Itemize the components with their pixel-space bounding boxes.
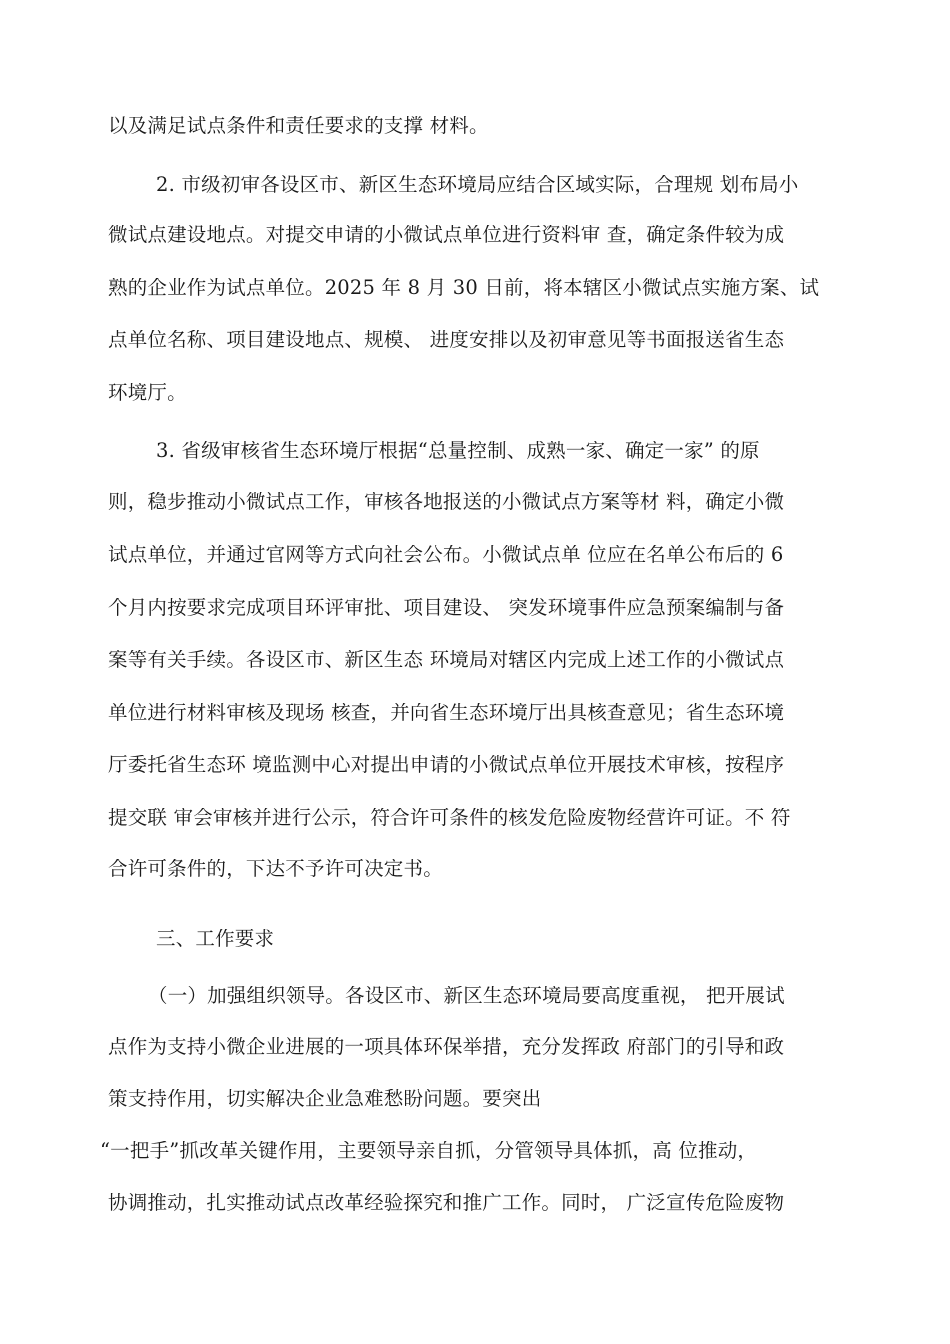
paragraph-line: 熟的企业作为试点单位。2025 年 8 月 30 日前，将本辖区小微试点实施方案、试 [108,278,820,298]
paragraph-line: 微试点建设地点。对提交申请的小微试点单位进行资料审 查，确定条件较为成 [108,225,785,245]
paragraph-line: 策支持作用，切实解决企业急难愁盼问题。要突出 [108,1089,542,1109]
paragraph-line: 环境厅。 [108,383,187,403]
paragraph-line: 试点单位，并通过官网等方式向社会公布。小微试点单 位应在名单公布后的 6 [108,545,784,565]
paragraph-line: 厅委托省生态环 境监测中心对提出申请的小微试点单位开展技术审核，按程序 [108,755,785,775]
paragraph-line: 2. 市级初审各设区市、新区生态环境局应结合区域实际，合理规 划布局小 [156,175,799,195]
section-heading: 三、工作要求 [156,929,275,949]
paragraph-line: 个月内按要求完成项目环评审批、项目建设、 突发环境事件应急预案编制与备 [108,598,785,618]
paragraph-line: 案等有关手续。各设区市、新区生态 环境局对辖区内完成上述工作的小微试点 [108,650,785,670]
paragraph-line: （一）加强组织领导。各设区市、新区生态环境局要高度重视， 把开展试 [148,986,785,1006]
paragraph-line: “一把手”抓改革关键作用，主要领导亲自抓，分管领导具体抓，高 位推动， [100,1141,758,1161]
paragraph-line: 点单位名称、项目建设地点、规模、 进度安排以及初审意见等书面报送省生态 [108,330,785,350]
paragraph-line: 协调推动，扎实推动试点改革经验探究和推广工作。同时， 广泛宣传危险废物 [108,1193,785,1213]
paragraph-line: 提交联 审会审核并进行公示，符合许可条件的核发危险废物经营许可证。不 符 [108,808,791,828]
paragraph-line: 3. 省级审核省生态环境厅根据“总量控制、成熟一家、确定一家” 的原 [156,441,760,461]
paragraph-line: 则，稳步推动小微试点工作，审核各地报送的小微试点方案等材 料，确定小微 [108,492,785,512]
paragraph-line: 单位进行材料审核及现场 核查，并向省生态环境厅出具核查意见；省生态环境 [108,703,785,723]
paragraph-line: 合许可条件的，下达不予许可决定书。 [108,859,443,879]
paragraph-line: 点作为支持小微企业进展的一项具体环保举措，充分发挥政 府部门的引导和政 [108,1037,785,1057]
paragraph-line: 以及满足试点条件和责任要求的支撑 材料。 [108,116,489,136]
